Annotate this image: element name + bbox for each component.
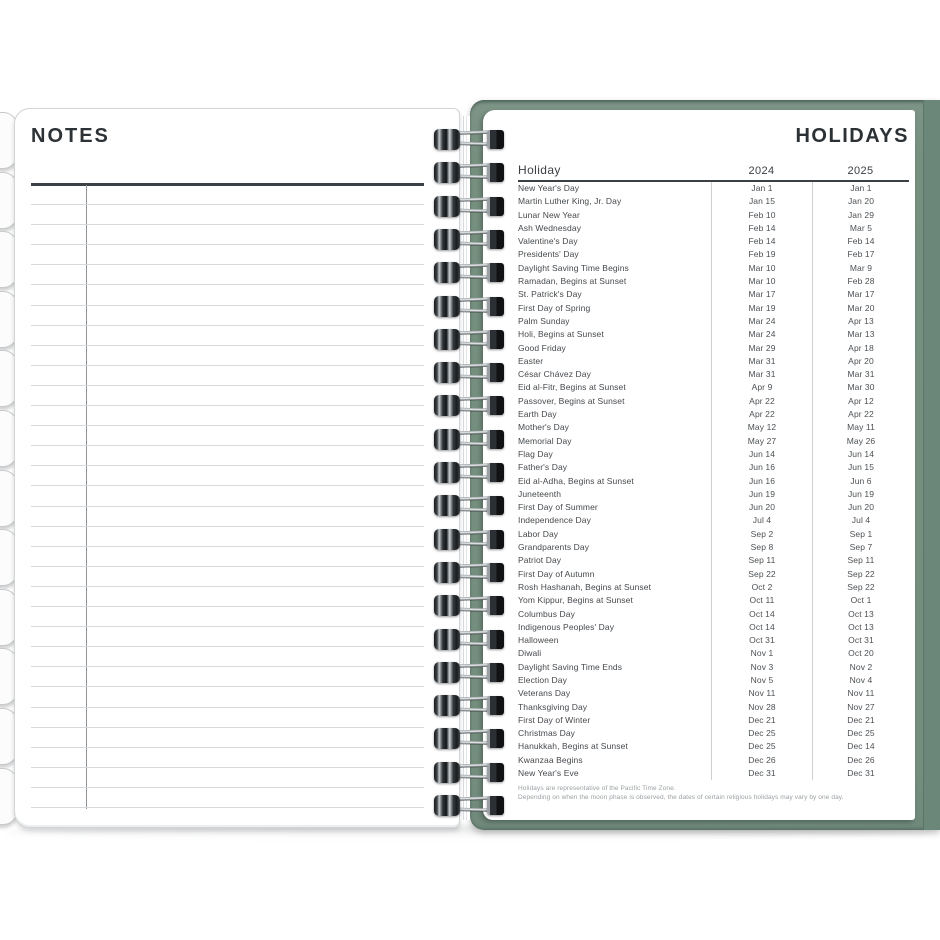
- holiday-date-2025: Nov 11: [812, 687, 909, 700]
- holiday-date-2024: Mar 17: [711, 288, 812, 301]
- wire-loop: [434, 295, 504, 319]
- table-row: [518, 740, 909, 753]
- table-row: [518, 608, 909, 621]
- ruled-line: [31, 264, 424, 265]
- table-row: [518, 328, 909, 341]
- holiday-name: Hanukkah, Begins at Sunset: [518, 741, 628, 752]
- holiday-name: New Year's Eve: [518, 768, 579, 779]
- holiday-name: Daylight Saving Time Ends: [518, 661, 623, 672]
- coil-left: [434, 595, 460, 616]
- table-row: [518, 248, 909, 261]
- wire-loop: [434, 661, 504, 685]
- ruled-line: [31, 445, 424, 446]
- holiday-name: Palm Sunday: [518, 315, 570, 326]
- ruled-line: [31, 405, 424, 406]
- holiday-name: Halloween: [518, 635, 559, 646]
- coil-left: [434, 462, 460, 483]
- table-row: [518, 727, 909, 740]
- holiday-date-2024: Oct 11: [711, 594, 812, 607]
- holiday-date-2024: Dec 21: [711, 714, 812, 727]
- table-row: [518, 355, 909, 368]
- holiday-date-2025: Sep 11: [812, 554, 909, 567]
- holiday-date-2025: Feb 17: [812, 248, 909, 261]
- wire-loop: [434, 394, 504, 418]
- coil-right: [487, 596, 504, 615]
- holiday-name: First Day of Autumn: [518, 568, 595, 579]
- holiday-date-2025: Apr 18: [812, 342, 909, 355]
- holiday-date-2025: Apr 12: [812, 395, 909, 408]
- coil-left: [434, 362, 460, 383]
- coil-left: [434, 429, 460, 450]
- holiday-date-2024: May 12: [711, 421, 812, 434]
- wire-loop: [434, 361, 504, 385]
- holiday-date-2024: Jan 15: [711, 195, 812, 208]
- holiday-name: Passover, Begins at Sunset: [518, 395, 625, 406]
- footnote-timezone: Holidays are representative of the Pacific Time Zone.: [518, 785, 676, 793]
- holiday-date-2024: Apr 22: [711, 395, 812, 408]
- cover-edge-strip: [923, 100, 940, 830]
- holiday-name: Columbus Day: [518, 608, 575, 619]
- holiday-name: First Day of Summer: [518, 502, 598, 513]
- coil-right: [487, 430, 504, 449]
- holiday-name: Easter: [518, 355, 544, 366]
- holiday-date-2025: Jun 14: [812, 448, 909, 461]
- table-row: [518, 209, 909, 222]
- holiday-name: Veterans Day: [518, 688, 571, 699]
- holiday-name: Eid al-Fitr, Begins at Sunset: [518, 382, 626, 393]
- wire-loop: [434, 161, 504, 185]
- holiday-table-rows: [518, 182, 909, 780]
- coil-right: [487, 130, 504, 149]
- table-row: [518, 262, 909, 275]
- holiday-name: Holi, Begins at Sunset: [518, 329, 604, 340]
- holiday-name: Good Friday: [518, 342, 566, 353]
- holiday-date-2025: Mar 20: [812, 302, 909, 315]
- holiday-date-2025: Mar 31: [812, 368, 909, 381]
- table-row: [518, 568, 909, 581]
- ruled-line: [31, 224, 424, 225]
- holiday-date-2025: Jun 20: [812, 501, 909, 514]
- holiday-date-2025: Nov 4: [812, 674, 909, 687]
- wire-loop: [434, 594, 504, 618]
- table-row: [518, 195, 909, 208]
- holiday-date-2024: Feb 14: [711, 222, 812, 235]
- holiday-date-2025: Jun 6: [812, 475, 909, 488]
- holiday-date-2025: Jun 19: [812, 488, 909, 501]
- ruled-line: [31, 787, 424, 788]
- ruled-line: [31, 485, 424, 486]
- ruled-line: [31, 566, 424, 567]
- holiday-date-2024: Sep 8: [711, 541, 812, 554]
- holiday-name: Flag Day: [518, 448, 553, 459]
- holiday-date-2024: Jun 16: [711, 475, 812, 488]
- table-row: [518, 461, 909, 474]
- coil-right: [487, 729, 504, 748]
- holiday-date-2025: May 26: [812, 435, 909, 448]
- holiday-date-2025: Feb 14: [812, 235, 909, 248]
- wire-loop: [434, 428, 504, 452]
- holiday-date-2025: Apr 13: [812, 315, 909, 328]
- table-row: [518, 222, 909, 235]
- holiday-name: Labor Day: [518, 528, 559, 539]
- ruled-line: [31, 325, 424, 326]
- table-row: [518, 421, 909, 434]
- coil-right: [487, 696, 504, 715]
- ruled-line: [31, 284, 424, 285]
- table-row: [518, 302, 909, 315]
- wire-loop: [434, 561, 504, 585]
- coil-right: [487, 796, 504, 815]
- holiday-date-2024: Nov 28: [711, 701, 812, 714]
- table-row: [518, 647, 909, 660]
- holiday-date-2024: Apr 22: [711, 408, 812, 421]
- table-row: [518, 554, 909, 567]
- table-row: [518, 408, 909, 421]
- holiday-date-2025: Oct 20: [812, 647, 909, 660]
- holiday-name: First Day of Spring: [518, 302, 591, 313]
- holiday-table: [518, 162, 909, 803]
- coil-left: [434, 162, 460, 183]
- holiday-name: Ramadan, Begins at Sunset: [518, 276, 627, 287]
- coil-left: [434, 129, 460, 150]
- wire-loop: [434, 727, 504, 751]
- holiday-date-2024: Mar 31: [711, 355, 812, 368]
- holiday-date-2025: Jan 1: [812, 182, 909, 195]
- holiday-date-2024: Mar 31: [711, 368, 812, 381]
- table-row: [518, 701, 909, 714]
- ruled-line: [31, 707, 424, 708]
- notes-margin-line: [86, 185, 87, 809]
- holiday-name: Mother's Day: [518, 422, 570, 433]
- holiday-name: Memorial Day: [518, 435, 572, 446]
- table-row: [518, 674, 909, 687]
- coil-left: [434, 296, 460, 317]
- holiday-date-2024: Oct 14: [711, 621, 812, 634]
- holiday-date-2025: Jan 29: [812, 209, 909, 222]
- holiday-date-2024: Sep 22: [711, 568, 812, 581]
- ruled-line: [31, 425, 424, 426]
- ruled-line: [31, 305, 424, 306]
- holiday-date-2024: Jun 16: [711, 461, 812, 474]
- table-row: [518, 594, 909, 607]
- holiday-date-2024: Feb 14: [711, 235, 812, 248]
- coil-left: [434, 795, 460, 816]
- holiday-date-2025: Apr 20: [812, 355, 909, 368]
- holiday-date-2025: Oct 31: [812, 634, 909, 647]
- holiday-name: César Chávez Day: [518, 369, 591, 380]
- holiday-date-2025: Mar 13: [812, 328, 909, 341]
- ruled-line: [31, 626, 424, 627]
- holidays-page: [483, 110, 915, 820]
- wire-loop: [434, 195, 504, 219]
- table-row: [518, 514, 909, 527]
- holiday-name: Indigenous Peoples' Day: [518, 621, 615, 632]
- coil-right: [487, 630, 504, 649]
- holiday-name: Election Day: [518, 674, 567, 685]
- ruled-line: [31, 526, 424, 527]
- wire-loop: [434, 328, 504, 352]
- table-row: [518, 528, 909, 541]
- ruled-line: [31, 365, 424, 366]
- holiday-date-2025: Mar 9: [812, 262, 909, 275]
- table-row: [518, 395, 909, 408]
- coil-right: [487, 263, 504, 282]
- coil-right: [487, 163, 504, 182]
- coil-left: [434, 229, 460, 250]
- coil-left: [434, 728, 460, 749]
- holiday-date-2025: Dec 25: [812, 727, 909, 740]
- holiday-name: Thanksgiving Day: [518, 701, 588, 712]
- coil-left: [434, 762, 460, 783]
- wire-loop: [434, 128, 504, 152]
- ruled-line: [31, 586, 424, 587]
- holiday-name: Patriot Day: [518, 555, 562, 566]
- coil-right: [487, 463, 504, 482]
- holiday-name: Martin Luther King, Jr. Day: [518, 196, 622, 207]
- holiday-date-2025: Sep 22: [812, 568, 909, 581]
- holiday-date-2025: Jul 4: [812, 514, 909, 527]
- table-row: [518, 275, 909, 288]
- wire-loop: [434, 461, 504, 485]
- ruled-line: [31, 727, 424, 728]
- table-row: [518, 541, 909, 554]
- holiday-date-2024: Oct 14: [711, 608, 812, 621]
- ruled-line: [31, 345, 424, 346]
- table-row: [518, 368, 909, 381]
- ruled-line: [31, 244, 424, 245]
- holiday-name: Diwali: [518, 648, 542, 659]
- holiday-date-2024: Jun 20: [711, 501, 812, 514]
- coil-right: [487, 530, 504, 549]
- column-header-2025: 2025: [847, 165, 874, 177]
- ruled-line: [31, 204, 424, 205]
- ruled-line: [31, 606, 424, 607]
- holiday-date-2024: Nov 5: [711, 674, 812, 687]
- holiday-date-2025: Oct 1: [812, 594, 909, 607]
- table-row: [518, 581, 909, 594]
- holiday-date-2025: Dec 26: [812, 754, 909, 767]
- holiday-name: Rosh Hashanah, Begins at Sunset: [518, 581, 652, 592]
- table-row: [518, 621, 909, 634]
- wire-loop: [434, 761, 504, 785]
- table-row: [518, 634, 909, 647]
- coil-left: [434, 662, 460, 683]
- holiday-date-2025: Mar 5: [812, 222, 909, 235]
- holiday-name: Earth Day: [518, 409, 557, 420]
- holiday-date-2024: Oct 31: [711, 634, 812, 647]
- coil-right: [487, 396, 504, 415]
- holiday-name: Presidents' Day: [518, 249, 579, 260]
- holiday-date-2025: Mar 30: [812, 381, 909, 394]
- column-header-holiday: Holiday: [518, 163, 561, 177]
- coil-right: [487, 363, 504, 382]
- holiday-name: Yom Kippur, Begins at Sunset: [518, 595, 633, 606]
- holiday-date-2024: Mar 24: [711, 328, 812, 341]
- wire-loop: [434, 228, 504, 252]
- coil-left: [434, 329, 460, 350]
- table-row: [518, 448, 909, 461]
- holiday-date-2025: Oct 13: [812, 621, 909, 634]
- ruled-line: [31, 686, 424, 687]
- coil-right: [487, 330, 504, 349]
- ruled-line: [31, 465, 424, 466]
- wire-loop: [434, 494, 504, 518]
- coil-left: [434, 695, 460, 716]
- spiral-binding: [432, 0, 506, 940]
- holiday-name: Juneteenth: [518, 488, 562, 499]
- coil-left: [434, 495, 460, 516]
- holiday-date-2024: Mar 29: [711, 342, 812, 355]
- holiday-name: First Day of Winter: [518, 714, 591, 725]
- coil-right: [487, 230, 504, 249]
- table-row: [518, 687, 909, 700]
- ruled-line: [31, 646, 424, 647]
- holiday-date-2024: Jul 4: [711, 514, 812, 527]
- coil-left: [434, 529, 460, 550]
- holiday-date-2025: Feb 28: [812, 275, 909, 288]
- holiday-name: Grandparents Day: [518, 542, 590, 553]
- holiday-date-2024: Mar 24: [711, 315, 812, 328]
- holiday-date-2025: Nov 27: [812, 701, 909, 714]
- holiday-date-2024: Sep 2: [711, 528, 812, 541]
- holiday-date-2024: Oct 2: [711, 581, 812, 594]
- wire-loop: [434, 528, 504, 552]
- holiday-name: Valentine's Day: [518, 236, 578, 247]
- footnotes: [518, 785, 909, 803]
- wire-loop: [434, 694, 504, 718]
- holiday-date-2024: Jun 14: [711, 448, 812, 461]
- ruled-line: [31, 385, 424, 386]
- ruled-line: [31, 767, 424, 768]
- holiday-date-2024: Dec 31: [711, 767, 812, 780]
- coil-right: [487, 197, 504, 216]
- table-row: [518, 435, 909, 448]
- table-row: [518, 315, 909, 328]
- table-row: [518, 767, 909, 780]
- holiday-name: Kwanzaa Begins: [518, 754, 583, 765]
- holiday-date-2025: Sep 22: [812, 581, 909, 594]
- holiday-date-2024: Jan 1: [711, 182, 812, 195]
- footnote-moon-phase: Depending on when the moon phase is observed, the dates of certain religious holidays may vary by one day.: [518, 794, 844, 802]
- table-row: [518, 501, 909, 514]
- holiday-date-2025: May 11: [812, 421, 909, 434]
- holiday-date-2024: Apr 9: [711, 381, 812, 394]
- table-row: [518, 182, 909, 195]
- holiday-date-2024: Nov 11: [711, 687, 812, 700]
- table-row: [518, 714, 909, 727]
- table-row: [518, 342, 909, 355]
- holiday-name: Independence Day: [518, 515, 591, 526]
- holiday-date-2024: Nov 3: [711, 661, 812, 674]
- table-row: [518, 235, 909, 248]
- coil-left: [434, 562, 460, 583]
- holiday-name: St. Patrick's Day: [518, 289, 582, 300]
- coil-right: [487, 297, 504, 316]
- table-row: [518, 381, 909, 394]
- table-row: [518, 754, 909, 767]
- holiday-name: Father's Day: [518, 462, 568, 473]
- coil-right: [487, 496, 504, 515]
- holiday-date-2025: Mar 17: [812, 288, 909, 301]
- holiday-name: Ash Wednesday: [518, 222, 582, 233]
- holiday-date-2024: Mar 10: [711, 275, 812, 288]
- holiday-date-2025: Oct 13: [812, 608, 909, 621]
- holiday-date-2024: May 27: [711, 435, 812, 448]
- coil-left: [434, 196, 460, 217]
- holiday-name: Lunar New Year: [518, 209, 580, 220]
- holiday-date-2025: Jun 15: [812, 461, 909, 474]
- holiday-date-2024: Dec 26: [711, 754, 812, 767]
- ruled-line: [31, 506, 424, 507]
- holiday-date-2024: Jun 19: [711, 488, 812, 501]
- holiday-date-2025: Nov 2: [812, 661, 909, 674]
- holiday-name: Christmas Day: [518, 728, 576, 739]
- notes-header-rule: [31, 183, 424, 186]
- coil-left: [434, 395, 460, 416]
- coil-right: [487, 663, 504, 682]
- notes-page-title: NOTES: [31, 125, 110, 147]
- table-row: [518, 488, 909, 501]
- table-row: [518, 661, 909, 674]
- notes-page: [14, 108, 460, 828]
- ruled-line: [31, 807, 424, 808]
- holiday-date-2025: Sep 7: [812, 541, 909, 554]
- coil-left: [434, 629, 460, 650]
- holiday-date-2024: Mar 10: [711, 262, 812, 275]
- wire-loop: [434, 794, 504, 818]
- ruled-line: [31, 747, 424, 748]
- holiday-date-2024: Dec 25: [711, 740, 812, 753]
- wire-loop: [434, 628, 504, 652]
- holiday-date-2024: Feb 19: [711, 248, 812, 261]
- holidays-page-title: HOLIDAYS: [795, 125, 909, 147]
- ruled-line: [31, 546, 424, 547]
- holiday-date-2025: Apr 22: [812, 408, 909, 421]
- holiday-date-2024: Nov 1: [711, 647, 812, 660]
- holiday-date-2024: Mar 19: [711, 302, 812, 315]
- holiday-date-2025: Dec 21: [812, 714, 909, 727]
- holiday-date-2024: Sep 11: [711, 554, 812, 567]
- coil-left: [434, 262, 460, 283]
- coil-right: [487, 763, 504, 782]
- holiday-date-2025: Dec 31: [812, 767, 909, 780]
- holiday-name: Daylight Saving Time Begins: [518, 262, 629, 273]
- table-row: [518, 288, 909, 301]
- holiday-name: Eid al-Adha, Begins at Sunset: [518, 475, 634, 486]
- holiday-date-2025: Jan 20: [812, 195, 909, 208]
- coil-right: [487, 563, 504, 582]
- holiday-date-2024: Feb 10: [711, 209, 812, 222]
- holiday-date-2025: Sep 1: [812, 528, 909, 541]
- holiday-table-header: [518, 162, 909, 182]
- holiday-date-2025: Dec 14: [812, 740, 909, 753]
- wire-loop: [434, 261, 504, 285]
- holiday-date-2024: Dec 25: [711, 727, 812, 740]
- table-row: [518, 475, 909, 488]
- column-header-2024: 2024: [748, 165, 775, 177]
- ruled-line: [31, 666, 424, 667]
- holiday-name: New Year's Day: [518, 183, 580, 193]
